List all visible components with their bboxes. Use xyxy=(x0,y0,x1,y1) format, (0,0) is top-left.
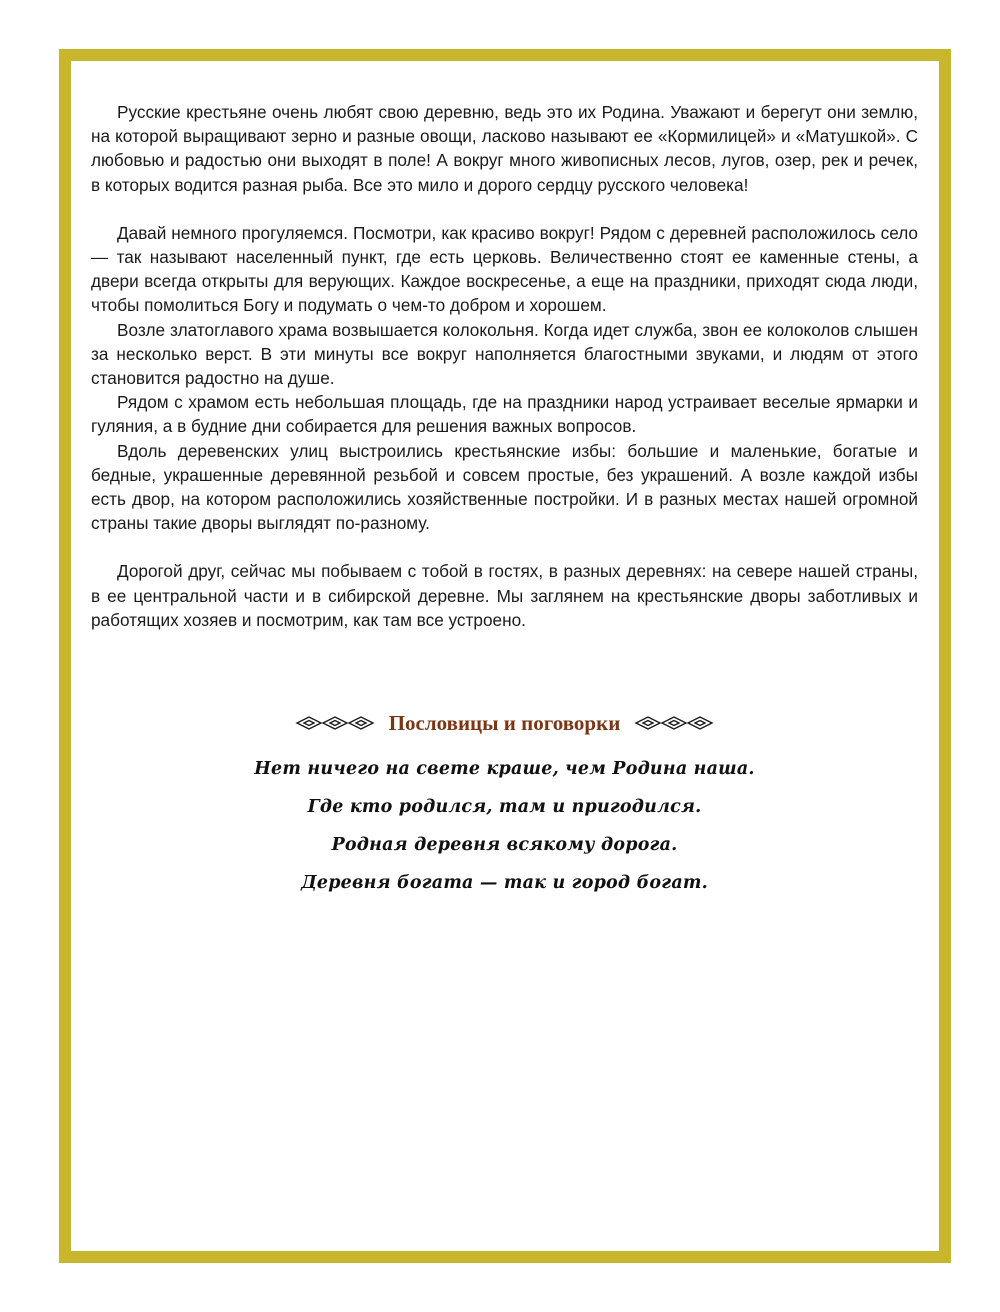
paragraph: Дорогой друг, сейчас мы побываем с тобой в гостях, в разных деревнях: на севере нашей страны, в ее центральной части и в сибирской деревне. Мы заглянем на крестьянские дворы заботливых и работящих хозяев и посмотрим, как там все устроено. xyxy=(91,561,918,630)
paragraph: Вдоль деревенских улиц выстроились крестьянские избы: большие и маленькие, богатые и бедные, украшенные деревянной резьбой и совсем простые, без украшений. А возле каждой избы есть двор, на котором расположились хозяйственные постройки. И в разных местах нашей огромной страны такие дворы выглядят по-разному. xyxy=(91,440,918,534)
proverb-list xyxy=(91,750,918,902)
proverb: Нет ничего на свете краше, чем Родина наша. xyxy=(254,759,755,779)
proverb: Родная деревня всякому дорога. xyxy=(331,835,678,855)
body-text xyxy=(91,100,918,632)
paragraph: Рядом с храмом есть небольшая площадь, где на праздники народ устраивает веселые ярмарки и гуляния, а в будние дни собирается для решения важных вопросов. xyxy=(91,392,918,437)
ornament-left-icon xyxy=(295,715,377,731)
ornament-right-icon xyxy=(632,715,714,731)
proverbs-section xyxy=(91,708,918,902)
proverbs-title: Пословицы и поговорки xyxy=(388,710,621,735)
proverb: Где кто родился, там и пригодился. xyxy=(307,797,702,817)
paragraph: Возле златоглавого храма возвышается колокольня. Когда идет служба, звон ее колоколов слышен за несколько верст. В эти минуты все вокруг наполняется благостными звуками, и людям от этого становится радостно на душе. xyxy=(91,319,918,389)
paragraph: Давай немного прогуляемся. Посмотри, как красиво вокруг! Рядом с деревней расположилось село — так называют населенный пункт, где есть церковь. Величественно стоят ее каменные стены, а двери всегда открыты для верующих. Каждое воскресенье, а еще на праздники, приходят сюда люди, чтобы помолиться Богу и подумать о чем-то добром и хорошем. xyxy=(91,222,918,316)
paragraph: Русские крестьяне очень любят свою деревню, ведь это их Родина. Уважают и берегут они землю, на которой выращивают зерно и разные овощи, ласково называют ее «Кормилицей» и «Матушкой». С любовью и радостью они выходят в поле! А вокруг много живописных лесов, лугов, озер, рек и речек, в которых водится разная рыба. Все это мило и дорого сердцу русского человека! xyxy=(91,102,918,195)
proverb: Деревня богата — так и город богат. xyxy=(301,873,708,893)
proverbs-heading xyxy=(91,708,918,738)
